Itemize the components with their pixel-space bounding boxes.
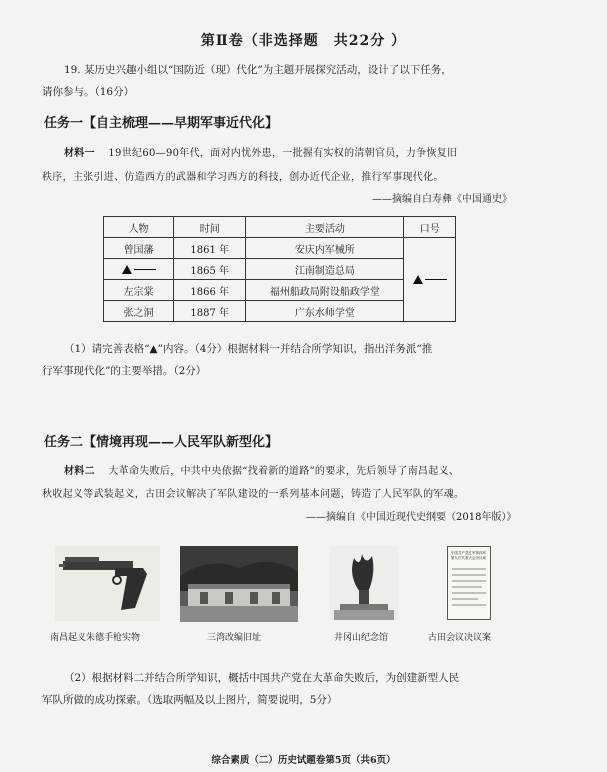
jinggangshan-monument-photo: [330, 546, 398, 620]
task1-source: ——摘编自白寿彝《中国通史》: [372, 194, 512, 205]
section-title: 第Ⅱ卷（非选择题 共22分 ）: [200, 33, 407, 49]
triangle-icon: [413, 275, 423, 284]
answer-blank: [425, 279, 447, 280]
table-cell-person-blank: [104, 259, 174, 280]
task2-heading: 任务二【情境再现——人民军队新型化】: [44, 435, 279, 450]
table-cell-person: 曾国藩: [104, 238, 174, 259]
subquestion-2-line-1: （2）根据材料二并结合所学知识，概括中国共产党在大革命失败后，为创建新型人民: [64, 672, 460, 684]
task2-source: ——摘编自《中国近现代史纲要（2018年版）》: [306, 512, 517, 523]
question-line-1: 19. 某历史兴趣小组以“国防近（现）代化”为主题开展探究活动，设计了以下任务，: [64, 64, 452, 76]
task1-material-line-1: [64, 144, 457, 159]
pistol-photo: [55, 546, 160, 621]
table-cell-slogan-blank: [404, 238, 456, 322]
caption-pistol: 南昌起义朱德手枪实物: [50, 633, 141, 643]
table-row: [104, 301, 456, 322]
table-cell-activity: 广东水师学堂: [246, 301, 404, 322]
table-header-cell: 口号: [404, 217, 456, 238]
table-header-cell: 时间: [174, 217, 246, 238]
caption-sanwan: 三湾改编旧址: [207, 633, 262, 643]
answer-blank: [134, 269, 156, 270]
document-title-text: 中国共产党红军第四军第九次代表大会决议案: [451, 551, 486, 560]
question-line-2: 请你参与。（16分）: [42, 86, 135, 98]
table-row: [104, 259, 456, 280]
table-header-cell: 人物: [104, 217, 174, 238]
gutian-resolution-document: [447, 546, 491, 620]
caption-jinggangshan: 井冈山纪念馆: [334, 633, 389, 643]
task2-material-line-1: [64, 462, 459, 477]
subquestion-1-line-1: （1）请完善表格“▲”内容。（4分）根据材料一并结合所学知识，指出洋务派“推: [64, 343, 433, 355]
triangle-icon: [122, 265, 132, 274]
table-row: [104, 238, 456, 259]
table-cell-time: 1861 年: [174, 238, 246, 259]
table-cell-activity: 江南制造总局: [246, 259, 404, 280]
table-row: [104, 280, 456, 301]
table-cell-time: 1866 年: [174, 280, 246, 301]
sanwan-site-photo: [180, 546, 298, 622]
table-cell-person: 左宗棠: [104, 280, 174, 301]
task2-material-text-1: 大革命失败后，中共中央依据“找着新的道路”的要求，先后领导了南昌起义、: [108, 466, 460, 477]
subquestion-1-line-2: 行军事现代化”的主要举措。（2分）: [42, 365, 207, 377]
reform-table: [103, 216, 456, 322]
task2-material-line-2: 秋收起义等武装起义，古田会议解决了军队建设的一系列基本问题，铸造了人民军队的军魂。: [42, 489, 465, 500]
table-cell-activity: 福州船政局附设船政学堂: [246, 280, 404, 301]
task1-heading: 任务一【自主梳理——早期军事近代化】: [44, 116, 279, 131]
task1-material-label: 材料一: [64, 148, 95, 159]
task1-material-text-1: 19世纪60—90年代，面对内忧外患，一批握有实权的清朝官员，力争恢复旧: [108, 148, 458, 159]
task2-material-label: 材料二: [64, 466, 95, 477]
table-cell-person: 张之洞: [104, 301, 174, 322]
table-header-cell: 主要活动: [246, 217, 404, 238]
caption-gutian: 古田会议决议案: [428, 633, 492, 643]
page-footer: 综合素质（二）历史试题卷第5页（共6页）: [211, 755, 396, 766]
table-cell-time: 1887 年: [174, 301, 246, 322]
subquestion-2-line-2: 军队所做的成功探索。（选取两幅及以上图片，简要说明，5分）: [42, 694, 338, 706]
table-header-row: [104, 217, 456, 238]
table-cell-activity: 安庆内军械所: [246, 238, 404, 259]
task1-material-line-2: 秩序，主张引进、仿造西方的武器和学习西方的科技，创办近代企业，推行军事现代化。: [42, 172, 444, 183]
table-cell-time: 1865 年: [174, 259, 246, 280]
